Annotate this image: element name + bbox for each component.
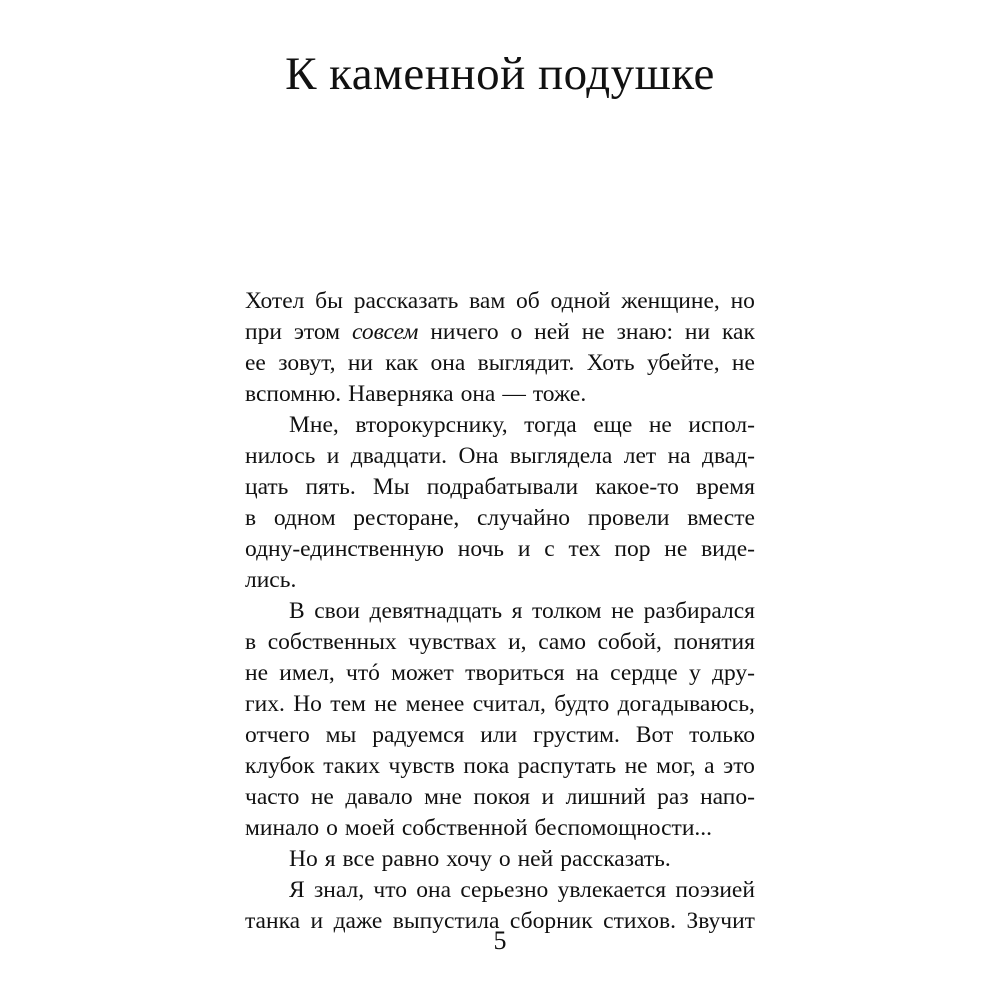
word: тех [568,536,601,562]
word: провели [587,505,670,531]
word: собственной [401,815,528,841]
word: я [511,598,523,624]
text-line [245,782,755,813]
word: пять. [305,474,356,500]
word: время [696,474,755,500]
word: о [498,846,511,872]
word: виде- [701,536,755,562]
word: испол- [688,412,755,438]
text-line [245,379,755,410]
word: еще [593,412,633,438]
word: давало [345,784,413,810]
text-line [245,751,755,782]
word: как [722,319,755,345]
word: считал, [472,691,546,717]
word: мы [325,722,357,748]
word: минало [245,815,320,841]
text-line [245,844,755,875]
word: чувствах [408,629,497,655]
word: рассказать. [560,846,671,872]
word: разбирался [643,598,755,624]
word: Хоть [586,350,635,376]
word: Но [293,691,322,717]
word: собой, [597,629,662,655]
word: случайно [476,505,571,531]
word: второкурснику, [355,412,508,438]
text-line [245,658,755,689]
word: может [391,660,454,686]
word: девятнадцать [369,598,503,624]
word: радуемся [372,722,465,748]
word: она [416,877,452,903]
word: знал, [314,877,365,903]
word: тогда [524,412,577,438]
word: нилось [245,443,316,469]
word: не [648,412,672,438]
word: в [245,505,257,531]
word: собственных [267,629,397,655]
word: покоя [473,784,531,810]
word: Вот [635,722,674,748]
word: сборник [509,908,593,934]
word: отчего [245,722,310,748]
text-line [245,286,755,317]
text-line [245,813,755,844]
word: чтó [346,660,380,686]
word: ни [347,350,373,376]
word: будто [554,691,610,717]
word: — [502,381,526,407]
word: она [460,381,496,407]
word: твориться [465,660,565,686]
word: пор [614,536,651,562]
text-line [245,410,755,441]
word: бы [315,288,343,314]
word: цать [245,474,289,500]
word: о [510,319,523,345]
word: не [664,536,688,562]
word: чувств [388,753,455,779]
word: на [575,660,599,686]
word: выглядела [509,443,613,469]
word: Она [458,443,499,469]
word: в [245,629,257,655]
word: все [342,846,375,872]
word: вспомню. [245,381,342,407]
word: Мне, [289,412,339,438]
word: В [289,598,305,624]
word: увлекается [557,877,667,903]
word: не [374,691,398,717]
word: она [430,350,466,376]
word: как [385,350,419,376]
word: вместе [687,505,755,531]
word: серьезно [460,877,549,903]
word: догадываюсь, [617,691,755,717]
word: и [541,784,555,810]
word: не [624,753,648,779]
word: не [245,660,269,686]
word: даже [333,908,383,934]
word: понятия [673,629,755,655]
word: таких [323,753,380,779]
word: двадцати. [350,443,448,469]
word: на [667,443,691,469]
word: рассказать [353,288,459,314]
word: а [704,753,715,779]
word: что [373,877,407,903]
text-line [245,720,755,751]
word: и [517,536,531,562]
word: я [324,846,336,872]
word: но [730,288,755,314]
word: выглядит. [477,350,575,376]
word: и [326,443,340,469]
word: совсем [351,319,419,345]
word: свои [314,598,360,624]
word: мне [424,784,462,810]
word: лишний [565,784,646,810]
word: этом [293,319,341,345]
word: зовут, [278,350,336,376]
body-text [245,286,755,937]
word: клубок [245,753,315,779]
word: о [326,815,338,841]
word: какое-то [595,474,679,500]
word: Звучит [686,908,755,934]
word: у [688,660,701,686]
word: при [245,319,282,345]
text-line [245,441,755,472]
word: Но [289,846,318,872]
word: не [611,598,635,624]
word: двад- [702,443,755,469]
word: не [581,319,605,345]
word: ночь [457,536,505,562]
text-line [245,689,755,720]
word: Хотел [245,288,305,314]
word: часто [245,784,300,810]
word: тем [330,691,366,717]
word: ресторане, [353,505,460,531]
word: с [544,536,555,562]
word: грустим. [533,722,620,748]
text-line [245,565,755,596]
word: пока [463,753,510,779]
word: лет [623,443,657,469]
word: знаю: [616,319,673,345]
word: одном [273,505,336,531]
word: и [310,908,324,934]
word: ничего [430,319,499,345]
word: дру- [711,660,755,686]
word: хочу [446,846,492,872]
word: стихов. [603,908,676,934]
word: лись. [245,567,297,593]
word: об [516,288,540,314]
word: одной [550,288,611,314]
word: танка [245,908,301,934]
chapter-title: К каменной подушке [285,48,715,100]
word: не [731,350,755,376]
page-number: 5 [493,926,507,955]
word: ней [534,319,570,345]
word: равно [381,846,440,872]
word: распутать [517,753,617,779]
word: само [538,629,586,655]
text-line [245,503,755,534]
text-line [245,348,755,379]
word: напо- [700,784,755,810]
text-line [245,534,755,565]
word: мог, [656,753,696,779]
word: выпустила [392,908,500,934]
text-line [245,875,755,906]
word: подрабатывали [426,474,579,500]
word: одну-единственную [245,536,444,562]
word: моей [344,815,395,841]
word: Мы [372,474,410,500]
text-line [245,627,755,658]
word: раз [657,784,689,810]
text-line [245,472,755,503]
word: и, [508,629,527,655]
word: гих. [245,691,285,717]
word: толком [532,598,602,624]
word: поэзией [675,877,755,903]
word: сердце [610,660,678,686]
word: Я [289,877,305,903]
word: только [689,722,755,748]
word: ни [684,319,711,345]
word: или [480,722,518,748]
word: женщине, [621,288,720,314]
word: Наверняка [348,381,454,407]
word: тоже. [532,381,587,407]
word: беспомощности... [534,815,713,841]
word: это [723,753,755,779]
word: убейте, [646,350,720,376]
text-line [245,596,755,627]
word: вам [469,288,506,314]
text-line [245,317,755,348]
word: не [310,784,334,810]
word: имел, [279,660,335,686]
word: менее [405,691,465,717]
word: ее [245,350,266,376]
word: ней [517,846,554,872]
